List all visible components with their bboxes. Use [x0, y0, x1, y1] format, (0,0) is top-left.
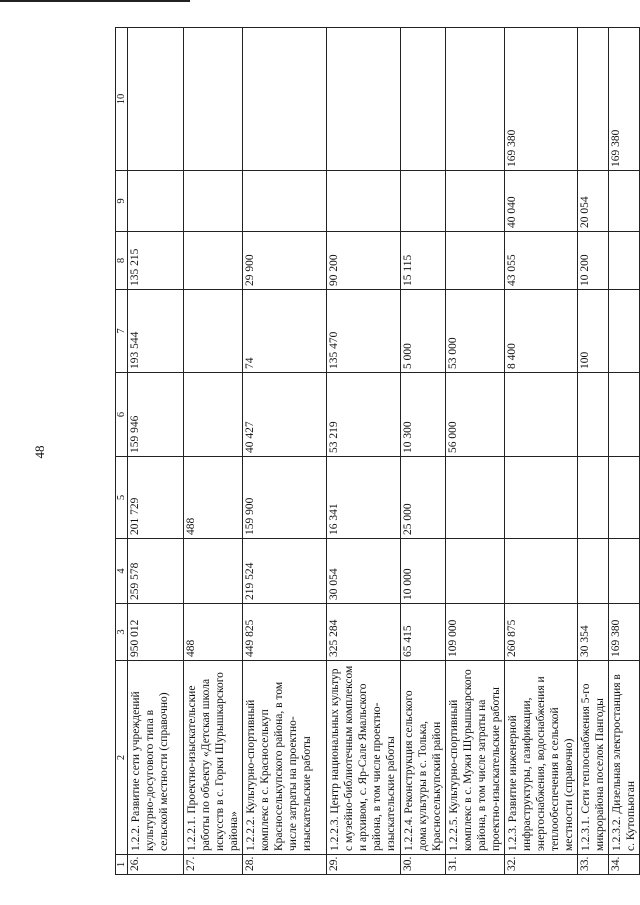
value-col-5: 488	[184, 457, 243, 539]
value-col-10	[401, 28, 446, 171]
table-row	[609, 28, 640, 875]
item-name: 1.2.3.1. Сети теплоснабжения 5-го микрорайона поселок Пангоды	[578, 661, 609, 855]
table-row	[505, 28, 578, 875]
rotated-table-container	[115, 28, 637, 875]
value-col-10	[578, 28, 609, 171]
value-col-6	[505, 373, 578, 457]
value-col-6	[609, 373, 640, 457]
item-name: 1.2.3.2. Дизельная электростанция в с. Кутопьюган	[609, 661, 640, 855]
value-col-3: 109 000	[446, 604, 505, 661]
value-col-9	[184, 171, 243, 232]
table-row	[243, 28, 327, 875]
value-col-5: 16 341	[327, 457, 401, 539]
table-row	[128, 28, 184, 875]
value-col-4: 219 524	[243, 539, 327, 604]
header-row	[116, 28, 128, 875]
value-col-5	[505, 457, 578, 539]
value-col-4: 259 578	[128, 539, 184, 604]
value-col-7: 135 470	[327, 290, 401, 373]
value-col-5: 25 000	[401, 457, 446, 539]
item-name: 1.2.2.5. Культурно-спортивный комплекс в с. Мужи Шурышкарского района, в том числе затраты на проектно-изыскательские работы	[446, 661, 505, 855]
value-col-5	[446, 457, 505, 539]
value-col-6: 56 000	[446, 373, 505, 457]
value-col-9	[401, 171, 446, 232]
value-col-4	[184, 539, 243, 604]
value-col-7: 100	[578, 290, 609, 373]
value-col-6: 10 300	[401, 373, 446, 457]
row-number: 31.	[446, 855, 505, 875]
column-header: 10	[116, 28, 128, 171]
row-number: 30.	[401, 855, 446, 875]
value-col-4	[505, 539, 578, 604]
value-col-6	[578, 373, 609, 457]
value-col-7: 53 000	[446, 290, 505, 373]
value-col-6: 159 946	[128, 373, 184, 457]
value-col-9	[128, 171, 184, 232]
item-name: 1.2.2. Развитие сети учреждений культурно-досугового типа в сельской местности (справочно)	[128, 661, 184, 855]
value-col-8	[184, 232, 243, 290]
value-col-10	[184, 28, 243, 171]
value-col-10	[327, 28, 401, 171]
row-number: 33.	[578, 855, 609, 875]
value-col-4	[578, 539, 609, 604]
column-header: 4	[116, 539, 128, 604]
value-col-5: 201 729	[128, 457, 184, 539]
value-col-9: 40 040	[505, 171, 578, 232]
value-col-6	[184, 373, 243, 457]
value-col-9	[446, 171, 505, 232]
item-name: 1.2.2.1. Проектно-изыскательские работы по объекту «Детская школа искусств в с. Горки Шурышкарского района»	[184, 661, 243, 855]
value-col-7: 5 000	[401, 290, 446, 373]
table-row	[446, 28, 505, 875]
value-col-6: 40 427	[243, 373, 327, 457]
column-header: 5	[116, 457, 128, 539]
table-row	[327, 28, 401, 875]
table-row	[401, 28, 446, 875]
row-number: 26.	[128, 855, 184, 875]
value-col-3: 30 354	[578, 604, 609, 661]
value-col-7	[184, 290, 243, 373]
value-col-5: 159 900	[243, 457, 327, 539]
value-col-8: 29 900	[243, 232, 327, 290]
value-col-8: 43 055	[505, 232, 578, 290]
row-number: 27.	[184, 855, 243, 875]
value-col-3: 950 012	[128, 604, 184, 661]
rotated-table-area	[115, 28, 637, 875]
value-col-3: 65 415	[401, 604, 446, 661]
value-col-8	[446, 232, 505, 290]
column-header: 7	[116, 290, 128, 373]
value-col-8	[609, 232, 640, 290]
value-col-4: 30 054	[327, 539, 401, 604]
value-col-3: 260 875	[505, 604, 578, 661]
value-col-8: 90 200	[327, 232, 401, 290]
value-col-8: 10 200	[578, 232, 609, 290]
value-col-9: 20 054	[578, 171, 609, 232]
value-col-7: 8 400	[505, 290, 578, 373]
value-col-4	[446, 539, 505, 604]
value-col-5	[578, 457, 609, 539]
value-col-4: 10 000	[401, 539, 446, 604]
value-col-4	[609, 539, 640, 604]
column-header: 8	[116, 232, 128, 290]
value-col-9	[327, 171, 401, 232]
value-col-6: 53 219	[327, 373, 401, 457]
budget-table	[115, 27, 640, 875]
table-row	[578, 28, 609, 875]
value-col-3: 169 380	[609, 604, 640, 661]
value-col-10	[243, 28, 327, 171]
column-header: 6	[116, 373, 128, 457]
value-col-10	[128, 28, 184, 171]
row-number: 29.	[327, 855, 401, 875]
value-col-3: 325 284	[327, 604, 401, 661]
value-col-7: 74	[243, 290, 327, 373]
column-header: 1	[116, 855, 128, 875]
item-name: 1.2.2.4. Реконструкция сельского дома культуры в с. Толька, Красноселькупский район	[401, 661, 446, 855]
value-col-8: 15 115	[401, 232, 446, 290]
column-header: 2	[116, 661, 128, 855]
value-col-9	[609, 171, 640, 232]
item-name: 1.2.2.2. Культурно-спортивный комплекс в с. Красноселькуп Красноселькупского района, в том числе затраты на проектно-изыскательские работы	[243, 661, 327, 855]
value-col-5	[609, 457, 640, 539]
column-header: 3	[116, 604, 128, 661]
value-col-3: 449 825	[243, 604, 327, 661]
page-number: 48	[32, 445, 47, 459]
column-header: 9	[116, 171, 128, 232]
top-rule	[0, 0, 190, 2]
value-col-3: 488	[184, 604, 243, 661]
item-name: 1.2.2.3. Центр национальных культур с музейно-библиотечным комплексом и архивом, с. Яр-Сале Ямальского района, в том числе проектно-изыскательские работы	[327, 661, 401, 855]
row-number: 28.	[243, 855, 327, 875]
row-number: 34.	[609, 855, 640, 875]
value-col-8: 135 215	[128, 232, 184, 290]
value-col-7: 193 544	[128, 290, 184, 373]
item-name: 1.2.3. Развитие инженерной инфраструктуры, газификации, энергоснабжения, водоснабжения и теплообеспечения в сельской местности (справочно)	[505, 661, 578, 855]
value-col-10: 169 380	[609, 28, 640, 171]
value-col-10	[446, 28, 505, 171]
table-row	[184, 28, 243, 875]
value-col-10: 169 380	[505, 28, 578, 171]
value-col-7	[609, 290, 640, 373]
row-number: 32.	[505, 855, 578, 875]
value-col-9	[243, 171, 327, 232]
